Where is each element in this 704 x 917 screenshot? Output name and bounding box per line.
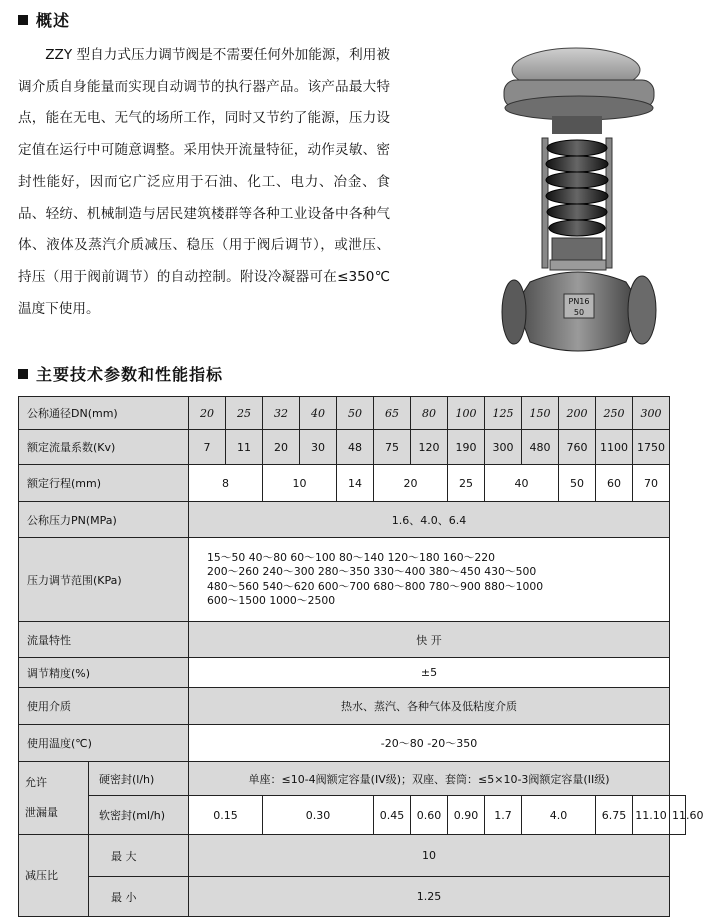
spec-heading xyxy=(18,362,223,385)
range-line: 200～260 240～300 280～350 330～400 380～450 430～500 xyxy=(207,565,537,578)
dn-cell: 32 xyxy=(263,397,300,430)
kv-cell: 1100 xyxy=(596,430,633,465)
kv-cell: 11 xyxy=(226,430,263,465)
stroke-cell: 70 xyxy=(633,465,670,502)
kv-row xyxy=(19,430,686,465)
temp-row xyxy=(19,725,686,762)
pn-row xyxy=(19,502,686,538)
soft-seal-label: 软密封(ml/h) xyxy=(89,796,189,835)
stroke-cell: 60 xyxy=(596,465,633,502)
kv-cell: 120 xyxy=(411,430,448,465)
soft-seal-cell: 11.10 xyxy=(633,796,670,835)
soft-seal-cell: 0.90 xyxy=(448,796,485,835)
soft-seal-cell: 1.7 xyxy=(485,796,522,835)
ratio-min-value: 1.25 xyxy=(189,877,670,917)
temp-value: -20～80 -20～350 xyxy=(189,725,670,762)
ratio-max-value: 10 xyxy=(189,835,670,877)
dn-cell: 300 xyxy=(633,397,670,430)
hard-seal-row xyxy=(19,762,686,796)
ratio-max-row xyxy=(19,835,686,877)
stroke-cell: 14 xyxy=(337,465,374,502)
dn-cell: 80 xyxy=(411,397,448,430)
bullet-square-icon xyxy=(18,369,28,379)
stroke-label: 额定行程(mm) xyxy=(19,465,189,502)
spec-heading-text: 主要技术参数和性能指标 xyxy=(36,365,224,384)
valve-plate-pn: PN16 xyxy=(568,297,590,306)
ratio-min-label: 最 小 xyxy=(89,877,189,917)
medium-label: 使用介质 xyxy=(19,688,189,725)
kv-label: 额定流量系数(Kv) xyxy=(19,430,189,465)
ratio-min-row xyxy=(19,877,686,917)
kv-cell: 480 xyxy=(522,430,559,465)
leak-group-label-line: 允许 xyxy=(25,776,47,789)
dn-cell: 250 xyxy=(596,397,633,430)
soft-seal-cell: 11.60 xyxy=(670,796,686,835)
spec-table xyxy=(18,396,704,917)
kv-cell: 1750 xyxy=(633,430,670,465)
accuracy-row xyxy=(19,658,686,688)
overview-paragraph: ZZY 型自力式压力调节阀是不需要任何外加能源，利用被调介质自身能量而实现自动调节的执行器产品。该产品最大特点，能在无电、无气的场所工作，同时又节约了能源，压力设定值在运行中可随意调整。采用快开流量特征，动作灵敏、密封性能好，因而它广泛应用于石油、化工、电力、冶金、食品、轻纺、机械制造与居民建筑楼群等各种工业设备中各种气体、液体及蒸汽介质减压、稳压（用于阀后调节），或泄压、持压（用于阀前调节）的自动控制。附设冷凝器可在≤350℃温度下使用。 xyxy=(18,47,390,317)
valve-photo xyxy=(490,42,668,360)
kv-cell: 30 xyxy=(300,430,337,465)
range-line: 480～560 540～620 600～700 680～800 780～900 880～1000 xyxy=(207,579,544,593)
dn-cell: 150 xyxy=(522,397,559,430)
flow-char-value: 快 开 xyxy=(189,622,670,658)
overview-text xyxy=(18,40,390,325)
bullet-square-icon xyxy=(18,15,28,25)
kv-cell: 75 xyxy=(374,430,411,465)
medium-value: 热水、蒸汽、各种气体及低粘度介质 xyxy=(189,688,670,725)
flow-char-label: 流量特性 xyxy=(19,622,189,658)
stroke-cell: 50 xyxy=(559,465,596,502)
accuracy-value: ±5 xyxy=(189,658,670,688)
stroke-cell: 40 xyxy=(485,465,559,502)
dn-cell: 125 xyxy=(485,397,522,430)
dn-row xyxy=(19,397,686,430)
medium-row xyxy=(19,688,686,725)
stroke-cell: 10 xyxy=(263,465,337,502)
dn-cell: 50 xyxy=(337,397,374,430)
overview-heading xyxy=(18,8,70,31)
ratio-max-label: 最 大 xyxy=(89,835,189,877)
kv-cell: 20 xyxy=(263,430,300,465)
overview-heading-text: 概述 xyxy=(36,11,71,30)
stroke-cell: 20 xyxy=(374,465,448,502)
ratio-group-label: 减压比 xyxy=(19,835,89,917)
accuracy-label: 调节精度(%) xyxy=(19,658,189,688)
dn-cell: 200 xyxy=(559,397,596,430)
soft-seal-cell: 4.0 xyxy=(522,796,596,835)
kv-cell: 48 xyxy=(337,430,374,465)
range-line: 600～1500 1000～2500 xyxy=(207,594,336,607)
stroke-cell: 8 xyxy=(189,465,263,502)
range-row xyxy=(19,538,686,622)
soft-seal-cell: 0.30 xyxy=(263,796,374,835)
flow-char-row xyxy=(19,622,686,658)
dn-cell: 40 xyxy=(300,397,337,430)
dn-cell: 20 xyxy=(189,397,226,430)
kv-cell: 7 xyxy=(189,430,226,465)
leak-group-label xyxy=(19,762,89,835)
leak-group-label-line: 泄漏量 xyxy=(25,806,58,819)
dn-label: 公称通径DN(mm) xyxy=(19,397,189,430)
range-line: 15～50 40～80 60～100 80～140 120～180 160～220 xyxy=(207,550,496,564)
hard-seal-label: 硬密封(l/h) xyxy=(89,762,189,796)
hard-seal-value: 单座：≤10-4阀额定容量(IV级)；双座、套筒：≤5×10-3阀额定容量(II级) xyxy=(189,762,670,796)
kv-cell: 760 xyxy=(559,430,596,465)
stroke-row xyxy=(19,465,686,502)
soft-seal-cell: 0.60 xyxy=(411,796,448,835)
stroke-cell: 25 xyxy=(448,465,485,502)
soft-seal-cell: 0.45 xyxy=(374,796,411,835)
kv-cell: 190 xyxy=(448,430,485,465)
valve-plate-size: 50 xyxy=(573,308,585,317)
pn-label: 公称压力PN(MPa) xyxy=(19,502,189,538)
soft-seal-row xyxy=(19,796,686,835)
pn-value: 1.6、4.0、6.4 xyxy=(189,502,670,538)
dn-cell: 25 xyxy=(226,397,263,430)
temp-label: 使用温度(℃) xyxy=(19,725,189,762)
range-label: 压力调节范围(KPa) xyxy=(19,538,189,622)
dn-cell: 100 xyxy=(448,397,485,430)
range-values xyxy=(189,538,670,622)
dn-cell: 65 xyxy=(374,397,411,430)
soft-seal-cell: 0.15 xyxy=(189,796,263,835)
soft-seal-cell: 6.75 xyxy=(596,796,633,835)
kv-cell: 300 xyxy=(485,430,522,465)
